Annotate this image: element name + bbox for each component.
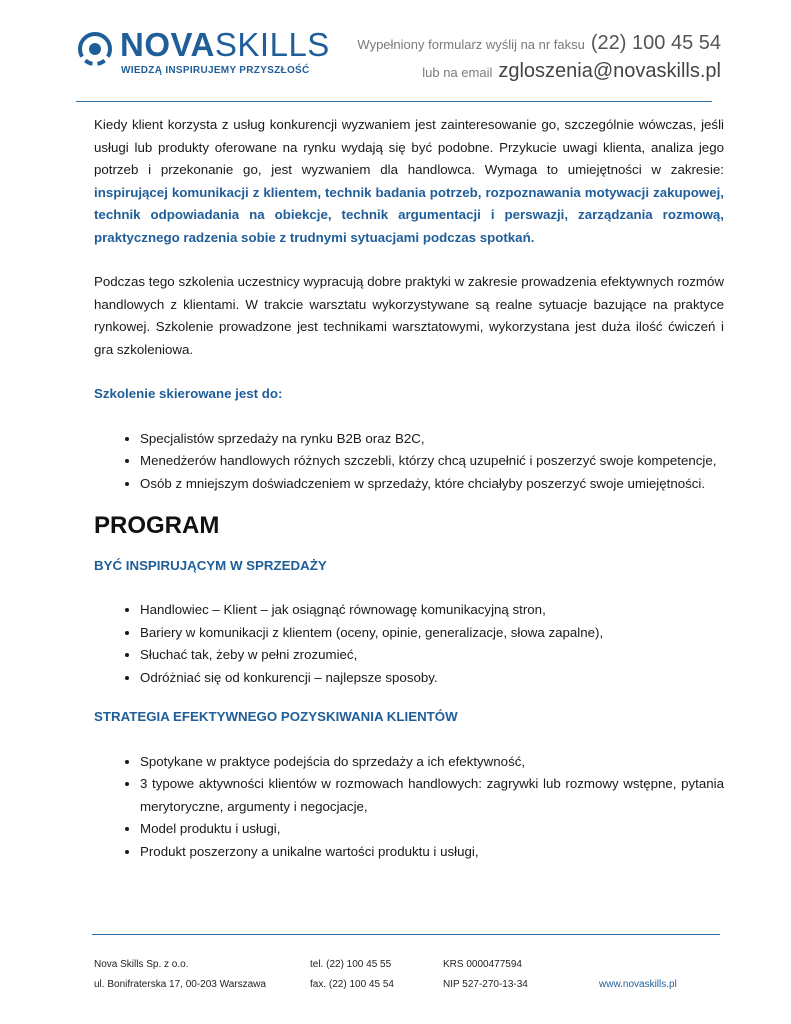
brand-light: SKILLS	[214, 26, 330, 63]
intro-paragraph	[94, 114, 724, 249]
main-content	[94, 114, 724, 863]
footer-tel: tel. (22) 100 45 55	[310, 959, 392, 970]
section-list	[94, 751, 724, 864]
list-item: • 3 typowe aktywności klientów w rozmowach handlowych: zagrywki lub rozmowy wstępne, pytania merytoryczne, argumenty i negocjacje,	[140, 773, 724, 818]
contact-info	[357, 30, 721, 86]
footer-company: Nova Skills Sp. z o.o.	[94, 959, 189, 970]
tagline: WIEDZĄ INSPIRUJEMY PRZYSZŁOŚĆ	[121, 65, 310, 76]
list-item: • Specjalistów sprzedaży na rynku B2B oraz B2C,	[140, 428, 724, 451]
header-divider	[76, 101, 712, 102]
footer-phone-col	[310, 955, 394, 995]
program-title: PROGRAM	[94, 512, 220, 539]
list-item: • Spotykane w praktyce podejścia do sprzedaży a ich efektywność,	[140, 751, 724, 774]
footer-nip: NIP 527-270-13-34	[443, 979, 528, 990]
email-label: lub na email	[422, 65, 493, 80]
footer-fax: fax. (22) 100 45 54	[310, 979, 394, 990]
fax-row	[357, 30, 721, 58]
list-item: • Model produktu i usługi,	[140, 818, 724, 841]
audience-list	[94, 428, 724, 496]
list-item: • Produkt poszerzony a unikalne wartości produktu i usługi,	[140, 841, 724, 864]
footer-company-col	[94, 955, 266, 995]
footer-divider	[92, 934, 720, 935]
list-item: • Handlowiec – Klient – jak osiągnąć równowagę komunikacyjną stron,	[140, 599, 724, 622]
description-paragraph: Podczas tego szkolenia uczestnicy wypracują dobre praktyki w zakresie prowadzenia efektywnych rozmów handlowych z klientami. W trakcie warsztatu wykorzystywane są realne sytuacje bazujące na praktyce rynkowej. Szkolenie prowadzone jest technikami warsztatowymi, wykorzystana jest duża ilość ćwiczeń i gra szkoleniowa.	[94, 274, 724, 357]
list-item: • Słuchać tak, żeby w pełni zrozumieć,	[140, 644, 724, 667]
list-item: • Odróżniać się od konkurencji – najlepsze sposoby.	[140, 667, 724, 690]
footer-website-link[interactable]: www.novaskills.pl	[599, 979, 677, 990]
section-heading: BYĆ INSPIRUJĄCYM W SPRZEDAŻY	[94, 557, 327, 573]
logo-eye-icon	[76, 30, 114, 68]
fax-label: Wypełniony formularz wyślij na nr faksu	[357, 37, 585, 52]
logo	[76, 26, 330, 86]
email-link[interactable]: zgloszenia@novaskills.pl	[498, 60, 721, 82]
brand-bold: NOVA	[120, 26, 215, 63]
audience-heading: Szkolenie skierowane jest do:	[94, 386, 283, 401]
list-item: • Bariery w komunikacji z klientem (oceny, opinie, generalizacje, słowa zapalne),	[140, 622, 724, 645]
list-item: • Menedżerów handlowych różnych szczebli, którzy chcą uzupełnić i poszerzyć swoje kompetencje,	[140, 450, 724, 473]
footer-website-col	[599, 975, 677, 995]
intro-text: Kiedy klient korzysta z usług konkurencji wyzwaniem jest zainteresowanie go, szczególnie wówczas, jeśli usługi lub produkty oferowane na rynku wydają się być podobne. Przykucie uwagi klienta, analiza jego potrzeb i przekonanie go, jest wyzwaniem dla handlowca. Wymaga to umiejętności w zakresie:	[94, 117, 724, 177]
intro-highlight: inspirującej komunikacji z klientem, technik badania potrzeb, rozpoznawania motywacji zakupowej, technik odpowiadania na obiekcje, technik argumentacji i perswazji, zarządzania rozmową, praktycznego radzenia sobie z trudnymi sytuacjami podczas spotkań.	[94, 184, 724, 245]
email-row	[357, 58, 721, 86]
page-header	[0, 0, 791, 104]
fax-number: (22) 100 45 54	[590, 32, 721, 54]
footer-address: ul. Bonifraterska 17, 00-203 Warszawa	[94, 979, 266, 990]
list-item: • Osób z mniejszym doświadczeniem w sprzedaży, które chciałyby poszerzyć swoje umiejętności.	[140, 473, 724, 496]
section-heading: STRATEGIA EFEKTYWNEGO POZYSKIWANIA KLIENTÓW	[94, 709, 458, 724]
footer-registry-col	[443, 955, 528, 995]
section-list	[94, 599, 724, 689]
footer-krs: KRS 0000477594	[443, 959, 522, 970]
brand-name	[120, 26, 330, 64]
